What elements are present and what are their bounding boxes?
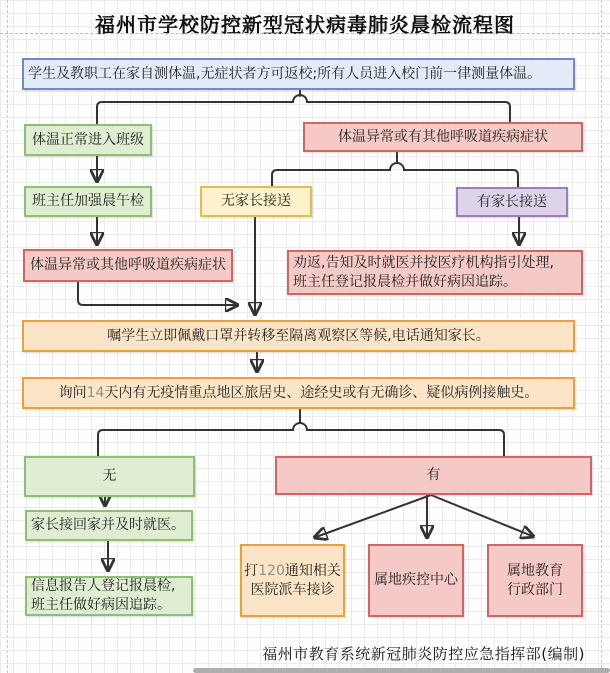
node-no-parent-pickup: [200, 186, 312, 217]
node-wear-mask-isolate: [22, 320, 575, 352]
node-info-reporter-line1: 信息报告人登记报晨检,: [31, 578, 176, 595]
horizontal-scrollbar-thumb[interactable]: [193, 668, 610, 673]
page-break-line-left: [7, 0, 8, 673]
node-cdc-label: 属地疾控中心: [374, 572, 458, 589]
node-no-history-label: 无: [102, 468, 117, 485]
ask-history-days: 14: [86, 384, 105, 401]
node-call-120-line1: [242, 562, 343, 581]
node-has-parent-pickup: [456, 187, 568, 217]
node-normal-temp-label: 体温正常进入班级: [32, 131, 144, 148]
node-ask-epidemic-history: [22, 377, 575, 409]
node-info-reporter: [25, 576, 193, 616]
ask-history-post: 天内有无疫情重点地区旅居史、途经史或有无确诊、疑似病例接触史。: [104, 384, 539, 401]
node-edu-dept-line1: 属地教育: [507, 562, 563, 579]
node-has-parent-pickup-label: 有家长接送: [477, 193, 547, 210]
node-abnormal-symptoms-label: 体温异常或有其他呼吸道疾病症状: [338, 128, 548, 145]
node-abnormal-recheck-label: 体温异常或其他呼吸道疾病症状: [30, 257, 226, 274]
page-break-line-top: [0, 33, 610, 34]
node-edu-dept: [487, 544, 583, 617]
node-edu-dept-line2: 行政部门: [507, 581, 563, 598]
ask-history-pre: 询问: [58, 384, 87, 401]
call-120-number: 120: [258, 562, 285, 579]
node-abnormal-symptoms: [303, 122, 583, 152]
call-120-pre: 打: [244, 562, 259, 579]
node-wear-mask-isolate-label: 嘱学生立即佩戴口罩并转移至隔离观察区等候,电话通知家长。: [107, 327, 490, 344]
node-persuade-return-line2: 班主任登记报晨检并做好病因追踪。: [293, 273, 517, 290]
node-parent-take-home-label: 家长接回家并及时就医。: [31, 517, 185, 534]
node-no-parent-pickup-label: 无家长接送: [221, 193, 291, 210]
node-has-history-label: 有: [426, 467, 441, 484]
footer-credit: 福州市教育系统新冠肺炎防控应急指挥部(编制): [262, 645, 585, 663]
node-call-120: [240, 544, 345, 617]
node-info-reporter-line2: 班主任做好病因追踪。: [31, 597, 171, 613]
node-parent-take-home: [25, 510, 193, 541]
node-ask-epidemic-history-label: [59, 384, 539, 403]
page-title: 福州市学校防控新型冠状病毒肺炎晨检流程图: [95, 13, 515, 37]
node-call-120-line2: 医院派车接诊: [250, 581, 335, 598]
node-cdc: [368, 544, 464, 617]
node-teacher-check: [24, 186, 152, 217]
node-persuade-return: [287, 250, 583, 295]
node-teacher-check-label: 班主任加强晨午检: [32, 193, 144, 210]
call-120-post: 通知相关: [284, 562, 341, 579]
node-persuade-return-line1: 劝返,告知及时就医并按医疗机构指引处理,: [293, 254, 554, 271]
node-entry: [22, 58, 575, 90]
node-entry-label: 学生及教职工在家自测体温,无症状者方可返校;所有人员进入校门前一律测量体温。: [28, 65, 542, 82]
node-has-history: [275, 456, 592, 495]
node-abnormal-recheck: [23, 249, 233, 282]
node-normal-temp: [24, 124, 152, 156]
page-break-line-right: [601, 0, 602, 673]
node-no-history: [24, 456, 195, 497]
